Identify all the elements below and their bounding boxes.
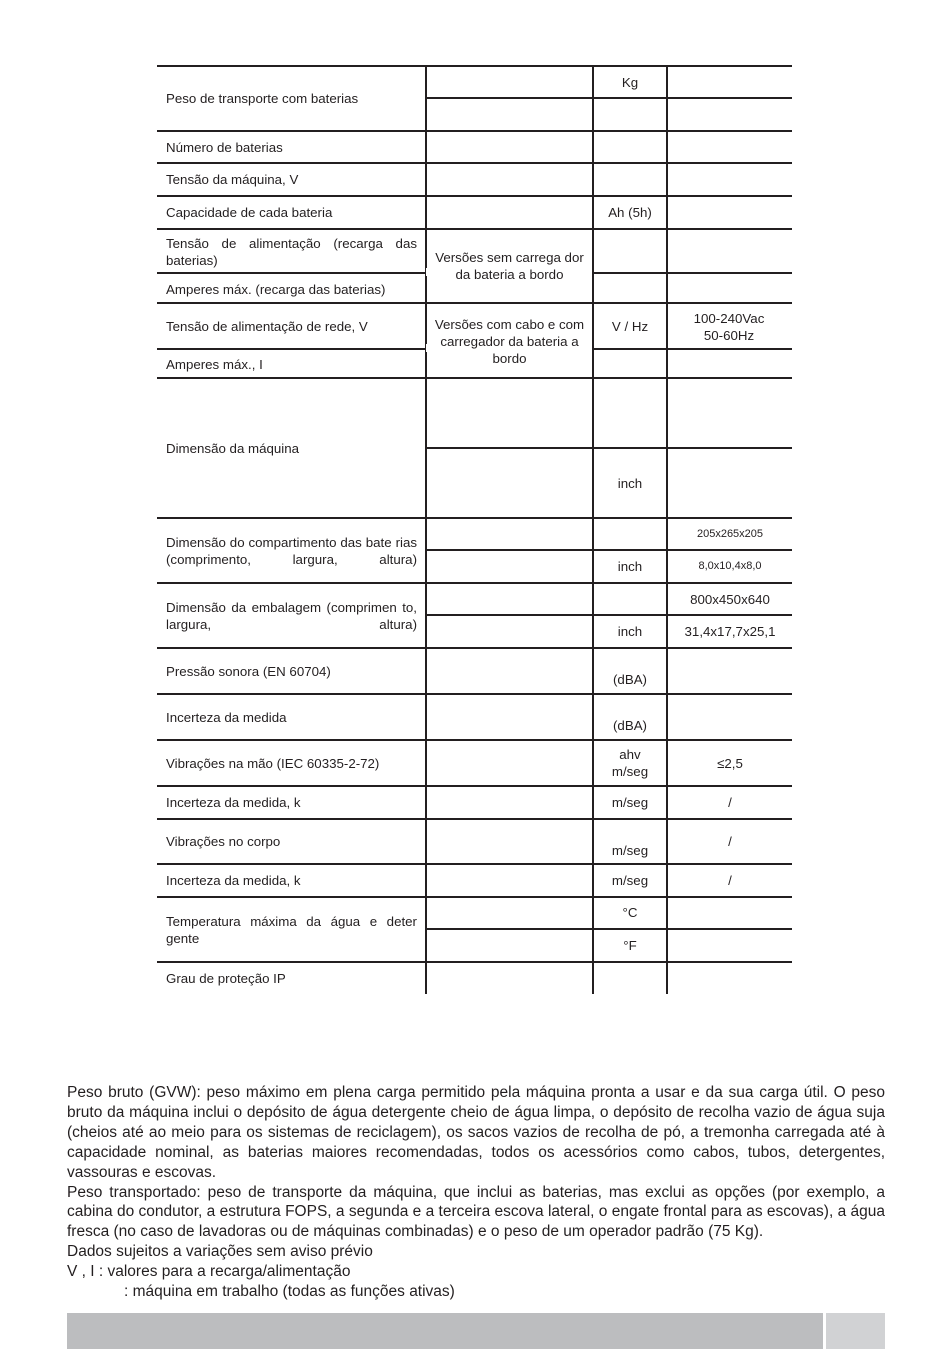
- row-divider: [157, 65, 792, 67]
- row-label-tensao-rede: Tensão de alimentação de rede, V: [166, 319, 368, 334]
- unit-fahrenheit: °F: [623, 938, 637, 953]
- row-divider: [157, 228, 792, 230]
- row-divider: [157, 863, 792, 865]
- row-divider: [157, 517, 792, 519]
- row-divider: [157, 818, 792, 820]
- row-label-incerteza-medida-k: Incerteza da medida, k: [166, 795, 301, 810]
- unit-dba: (dBA): [613, 672, 647, 687]
- group-sem-carregador: Versões sem carrega dor da bateria a bordo: [435, 250, 584, 282]
- row-label-capacidade-bateria: Capacidade de cada bateria: [166, 205, 333, 220]
- row-divider: [157, 195, 792, 197]
- value-incerteza-k: /: [728, 795, 732, 810]
- value-vibracoes-mao: ≤2,5: [717, 756, 743, 771]
- row-divider: [157, 739, 792, 741]
- row-label-tensao-alimentacao: Tensão de alimentação (recarga das baterias): [166, 236, 417, 268]
- row-label-peso-transporte: Peso de transporte com baterias: [166, 91, 359, 106]
- unit-inch: inch: [617, 624, 643, 639]
- unit-dba: (dBA): [613, 718, 647, 733]
- value-incerteza-k: /: [728, 873, 732, 888]
- note-peso-transportado: Peso transportado: peso de transporte da máquina, que inclui as baterias, mas exclui as opções (por exemplo, a cabina do condutor, a estrutura FOPS, a segunda e a terceira escova lateral, o engate frontal para as escovas), a água fresca (no caso de lavadoras ou de máquinas combinadas) e o peso de um operador padrão (75 Kg).: [67, 1183, 885, 1241]
- row-label-dimensao-maquina: Dimensão da máquina: [166, 441, 300, 456]
- value-rede: 100-240Vac 50-60Hz: [693, 311, 765, 343]
- value-embalagem-inch: 31,4x17,7x25,1: [684, 624, 776, 639]
- row-divider: [592, 348, 792, 350]
- unit-v-hz: V / Hz: [611, 319, 649, 334]
- row-divider: [425, 97, 792, 99]
- row-divider: [157, 647, 792, 649]
- unit-kg: Kg: [621, 75, 639, 90]
- row-divider: [592, 272, 792, 274]
- row-divider: [157, 272, 425, 274]
- row-divider: [157, 377, 792, 379]
- row-divider: [157, 896, 792, 898]
- row-divider: [157, 961, 792, 963]
- row-label-amperes-recarga: Amperes máx. (recarga das baterias): [166, 282, 386, 297]
- note-dados-sujeitos: Dados sujeitos a variações sem aviso prévio: [67, 1243, 373, 1261]
- row-label-numero-baterias: Número de baterias: [166, 140, 283, 155]
- unit-mseg: m/seg: [611, 843, 649, 858]
- row-label-amperes-max: Amperes máx., I: [166, 357, 263, 372]
- row-divider: [425, 549, 792, 551]
- note-peso-bruto: Peso bruto (GVW): peso máximo em plena carga permitido pela máquina pronta a usar e da sua carga útil. O peso bruto da máquina inclui o depósito de água detergente cheio de água limpa, o depósito de recolha vazio de água suja (cheios até ao meio para os sistemas de reciclagem), os sacos vazios de recolha de pó, a tremonha carregada até à capacidade nominal, as baterias maiores recomendadas, todos os acessórios como cabos, tubos, detergentes, vassouras e escovas.: [67, 1084, 885, 1181]
- row-label-pressao-sonora: Pressão sonora (EN 60704): [166, 664, 331, 679]
- value-compartimento-inch: 8,0x10,4x8,0: [698, 560, 762, 572]
- row-divider: [157, 582, 792, 584]
- unit-inch: inch: [617, 559, 643, 574]
- row-divider: [157, 348, 425, 350]
- row-divider: [157, 785, 792, 787]
- row-label-incerteza-medida: Incerteza da medida: [166, 710, 287, 725]
- value-embalagem-mm: 800x450x640: [690, 592, 770, 607]
- row-label-incerteza-medida-k: Incerteza da medida, k: [166, 873, 301, 888]
- row-divider: [425, 447, 792, 449]
- note-v-i: V , I : valores para a recarga/alimentação: [67, 1263, 351, 1281]
- row-divider: [157, 162, 792, 164]
- unit-ah: Ah (5h): [608, 205, 652, 220]
- row-divider: [425, 928, 792, 930]
- row-label-dimensao-embalagem: Dimensão da embalagem (comprimen to, largura, altura): [166, 600, 417, 632]
- group-com-cabo: Versões com cabo e com carregador da bateria a bordo: [434, 317, 585, 366]
- note-maquina-trabalho: : máquina em trabalho (todas as funções ativas): [124, 1283, 455, 1301]
- unit-celsius: °C: [622, 905, 638, 920]
- notes-block: [67, 1083, 885, 1302]
- footer-bar: [67, 1313, 823, 1349]
- column-divider: [425, 66, 427, 994]
- row-label-grau-protecao: Grau de proteção IP: [166, 971, 286, 986]
- unit-mseg: m/seg: [611, 795, 649, 810]
- value-compartimento-mm: 205x265x205: [696, 528, 764, 540]
- unit-mseg: m/seg: [611, 873, 649, 888]
- row-label-vibracoes-mao: Vibrações na mão (IEC 60335-2-72): [166, 756, 380, 771]
- row-label-vibracoes-corpo: Vibrações no corpo: [166, 834, 281, 849]
- row-divider: [157, 302, 792, 304]
- unit-inch: inch: [617, 476, 643, 491]
- value-vibracoes-corpo: /: [728, 834, 732, 849]
- row-divider: [157, 130, 792, 132]
- row-divider: [157, 693, 792, 695]
- row-divider: [425, 614, 792, 616]
- row-label-temperatura-agua: Temperatura máxima da água e deter gente: [166, 914, 417, 946]
- row-label-tensao-maquina: Tensão da máquina, V: [166, 172, 299, 187]
- row-label-dimensao-compartimento: Dimensão do compartimento das bate rias (comprimento, largura, altura): [166, 535, 417, 567]
- unit-ahv-mseg: ahv m/seg: [611, 747, 649, 779]
- page-number-box: [826, 1313, 885, 1349]
